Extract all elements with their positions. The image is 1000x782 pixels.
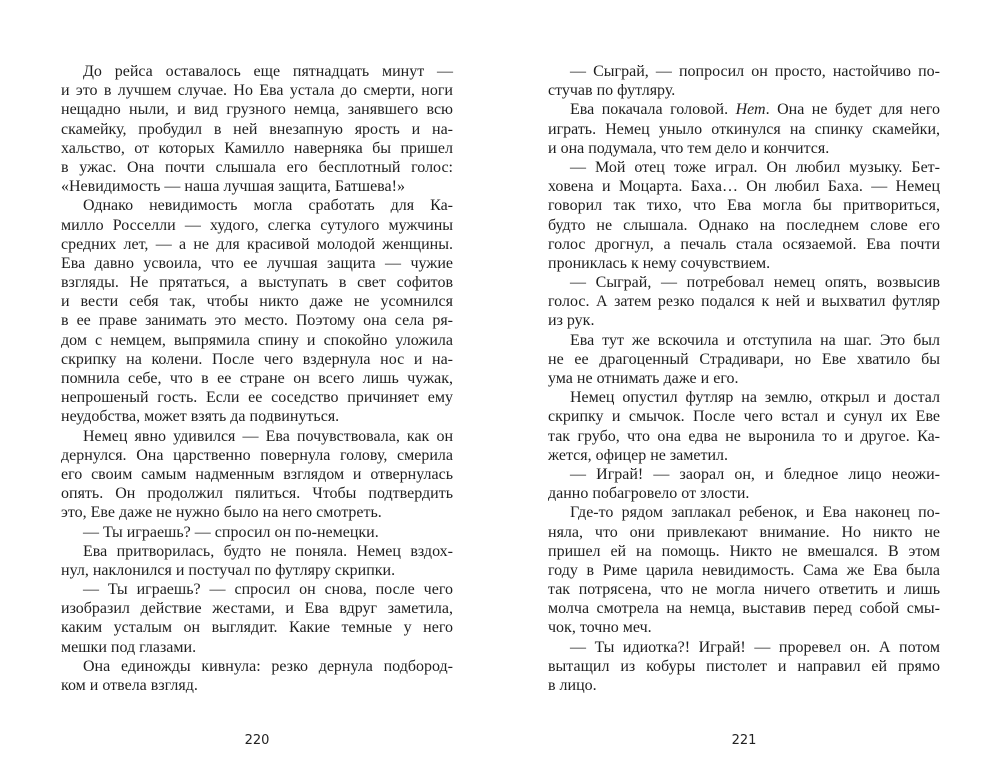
text-segment: . Она не будет для него (765, 101, 941, 119)
text-line: милло Росселли — худого, слегка сутулого мужчины (61, 216, 453, 234)
text-line: скрипку на колени. После чего вздернула нос и на- (61, 350, 453, 368)
text-segment: Ева покачала головой. (570, 101, 736, 119)
text-line: Где-то рядом заплакал ребенок, и Ева наконец по- (570, 504, 940, 522)
text-line: и это в лучшем случае. Но Ева устала до смерти, ноги (61, 82, 453, 100)
text-line: чок, точно меч. (548, 619, 652, 637)
text-line: так потрясена, что не могла ничего ответить и лишь (548, 581, 940, 599)
text-line: нул, наклонился и постучал по футляру скрипки. (61, 561, 396, 579)
text-line: Она единожды кивнула: резко дернула подбород- (83, 657, 453, 675)
text-line: хальство, от которых Камилло наверняка бы пришел (61, 139, 453, 157)
text-line: не ее драгоценный Страдивари, но Еве хватило бы (548, 350, 940, 368)
text-line: в ее праве занимать это место. Поэтому она села ря- (61, 312, 453, 330)
text-line: — Играй! — заорал он, и бледное лицо неожи- (570, 465, 940, 483)
text-line: скрипку и смычок. После чего встал и сунул их Еве (548, 408, 940, 426)
text-line: прониклась к нему сочувствием. (548, 254, 771, 272)
text-line: — Ты идиотка?! Играй! — проревел он. А потом (570, 638, 940, 656)
text-line: Однако невидимость могла сработать для Ка- (83, 197, 453, 215)
text-line: Ева притворилась, будто не поняла. Немец вздох- (83, 542, 453, 560)
page-number-left: 220 (244, 733, 270, 748)
text-line: голос. А затем резко подался к ней и выхватил футляр (548, 293, 940, 311)
text-line: данно побагровело от злости. (548, 485, 750, 503)
text-line: Немец явно удивился — Ева почувствовала, как он (83, 427, 453, 445)
text-line: — Мой отец тоже играл. Он любил музыку. Бет- (570, 158, 940, 176)
text-line: году в Риме царила невидимость. Сама же Ева была (548, 561, 940, 579)
text-line: ума не отнимать даже и его. (548, 370, 739, 387)
text-line: нещадно ныли, и вид грузного немца, занявшего всю (61, 101, 453, 119)
text-line: стучав по футляру. (548, 82, 676, 100)
text-line: «Невидимость — наша лучшая защита, Батшева!» (61, 178, 405, 196)
text-line: — Сыграй, — попросил он просто, настойчиво по- (570, 63, 940, 80)
text-line: голос дрогнул, а печаль стала осязаемой. Ева почти (548, 235, 940, 253)
text-line: опять. Он продолжил пялиться. Чтобы подтвердить (61, 485, 453, 503)
text-line (548, 100, 940, 119)
italic-text: Нет (735, 101, 766, 119)
text-line: в ужас. Она почти слышала его бесплотный голос: (61, 158, 453, 176)
text-line: молча смотрела на немца, выставив перед собой смы- (548, 600, 940, 618)
text-line: ком и отвела взгляд. (61, 677, 198, 694)
text-line: средних лет, — а не для красивой молодой женщины. (61, 235, 453, 253)
text-line: его своим самым надменным взглядом и отвернулась (61, 465, 453, 483)
text-line: Немец опустил футляр на землю, открыл и достал (570, 389, 940, 407)
text-line: неудобства, может взять да подвинуться. (61, 408, 340, 426)
text-line: взгляды. Не прятаться, а выступать в свет софитов (61, 274, 453, 292)
text-line: мешки под глазами. (61, 638, 197, 656)
text-line: Ева тут же вскочила и отступила на шаг. Это был (570, 331, 940, 349)
text-line: скамейку, пробудил в ней внезапную ярость и на- (61, 120, 453, 138)
text-line: жется, офицер не заметил. (548, 446, 729, 464)
text-line: — Сыграй, — потребовал немец опять, возвысив (570, 274, 940, 292)
text-line: изобразил действие жестами, и Ева вдруг заметила, (61, 600, 453, 618)
text-line: будто не слышала. Однако на последнем слове его (548, 216, 940, 234)
text-line: пришел ей на помощь. Никто не вмешался. В этом (548, 542, 940, 560)
text-line: — Ты играешь? — спросил он по-немецки. (83, 523, 379, 541)
left-page-text (61, 62, 453, 695)
text-line: так грубо, что она едва не выронила то и другое. Ка- (548, 427, 940, 445)
text-line: помнила себе, что в ее стране он всего лишь чужак, (61, 370, 453, 387)
text-line: и она подумала, что тем дело и кончится. (548, 139, 830, 157)
text-line: няла, что они привлекают внимание. Но никто не (548, 523, 940, 541)
text-line: вытащил из кобуры пистолет и направил ей прямо (548, 657, 940, 675)
text-line: из рук. (548, 312, 595, 330)
text-line: непрошеный гость. Если ее соседство причиняет ему (61, 389, 453, 407)
text-line: До рейса оставалось еще пятнадцать минут — (83, 63, 453, 80)
text-line: это, Еве даже не нужно было на него смотреть. (61, 504, 382, 522)
text-line: Ева давно усвоила, что ее лучшая защита — чужие (61, 254, 453, 272)
text-line: дернулся. Она царственно повернула голову, смерила (61, 446, 453, 464)
text-line: играть. Немец уныло откинулся на спинку скамейки, (548, 120, 940, 138)
text-line: — Ты играешь? — спросил он снова, после чего (83, 581, 453, 599)
text-line: в лицо. (548, 677, 597, 694)
page-number-right: 221 (731, 733, 757, 748)
text-line: каким усталым он выглядит. Какие темные у него (61, 619, 453, 637)
text-line: ховена и Моцарта. Баха… Он любил Баха. — Немец (548, 178, 940, 196)
text-line: и вести себя так, чтобы никто даже не усомнился (61, 293, 453, 311)
text-line: дом с немцем, выпрямила спину и спокойно уложила (61, 331, 453, 349)
right-page-text (548, 62, 940, 695)
text-line: говорил так тихо, что Ева могла бы притвориться, (548, 197, 940, 215)
